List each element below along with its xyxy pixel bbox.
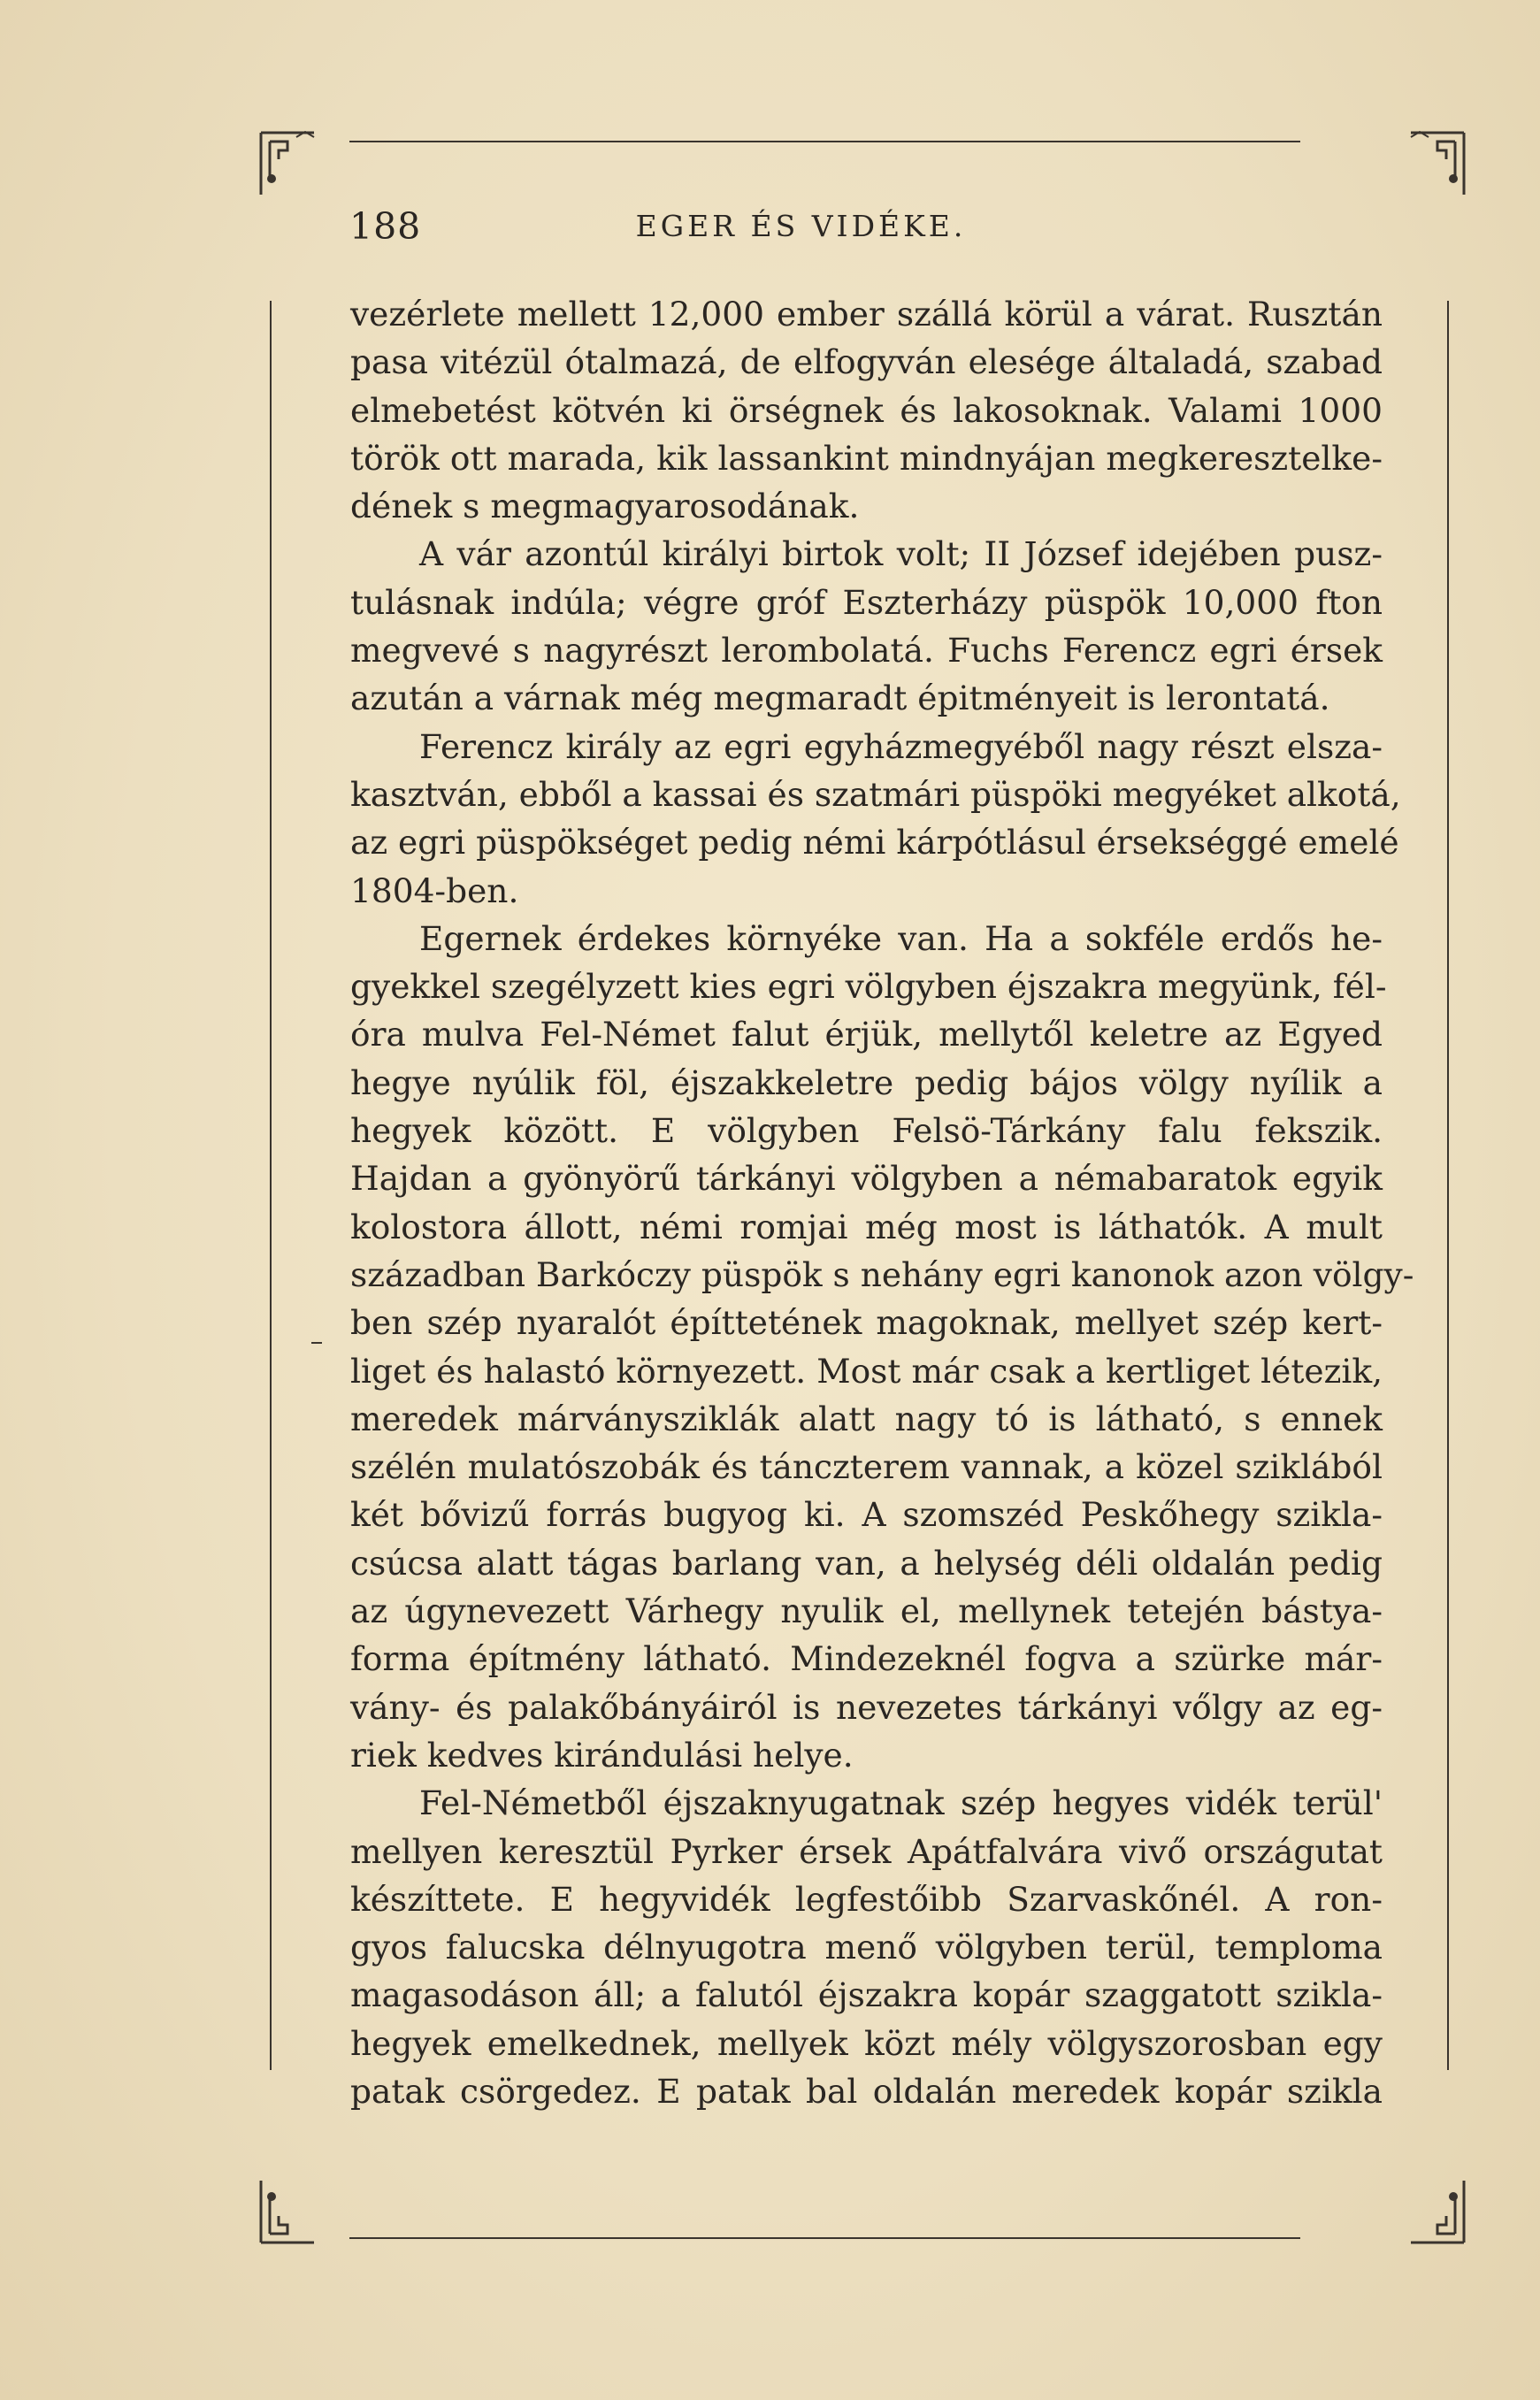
right-rule xyxy=(1447,301,1449,2070)
text-line: megvevé s nagyrészt lerombolatá. Fuchs Ferencz egri érsek xyxy=(350,631,1383,671)
text-line: gyos falucska délnyugotra menő völgyben terül, temploma xyxy=(350,1928,1383,1967)
text-line: azután a várnak még megmaradt épitményeit is lerontatá. xyxy=(350,679,1330,718)
text-line: Fel-Németből éjszaknyugatnak szép hegyes vidék terül' xyxy=(419,1783,1383,1823)
text-line: ben szép nyaralót építtetének magoknak, mellyet szép kert- xyxy=(350,1303,1383,1343)
ornament-corner-bottom-left-icon xyxy=(252,2172,323,2251)
left-rule xyxy=(270,301,272,2070)
page-title: EGER ÉS VIDÉKE. xyxy=(635,209,967,243)
text-line: csúcsa alatt tágas barlang van, a helység déli oldalán pedig xyxy=(350,1543,1383,1583)
text-line: szélén mulatószobák és tánczterem vannak, a közel sziklából xyxy=(350,1447,1383,1487)
text-line: török ott marada, kik lassankint mindnyájan megkeresztelke- xyxy=(350,438,1383,478)
ornament-corner-top-right-icon xyxy=(1402,124,1473,203)
text-line: A vár azontúl királyi birtok volt; II József idejében pusz- xyxy=(419,534,1383,574)
text-line: meredek márványsziklák alatt nagy tó is látható, s ennek xyxy=(350,1399,1383,1438)
text-line: magasodáson áll; a falutól éjszakra kopár szaggatott szikla- xyxy=(350,1975,1383,2015)
text-line: hegyek között. E völgyben Felsö-Tárkány falu fekszik. xyxy=(350,1111,1383,1151)
text-line: készíttete. E hegyvidék legfestőibb Szarvaskőnél. A ron- xyxy=(350,1879,1383,1919)
text-line: riek kedves kirándulási helye. xyxy=(350,1735,854,1775)
text-line: 1804-ben. xyxy=(350,870,519,910)
text-line: dének s megmagyarosodának. xyxy=(350,487,860,526)
text-line: kasztván, ebből a kassai és szatmári püspöki megyéket alkotá, xyxy=(350,774,1401,814)
text-line: az úgynevezett Várhegy nyulik el, mellynek tetején bástya- xyxy=(350,1591,1383,1631)
text-line: liget és halastó környezett. Most már csak a kertliget létezik, xyxy=(350,1351,1383,1391)
text-line: az egri püspökséget pedig némi kárpótlásul érsekséggé emelé xyxy=(350,823,1399,863)
text-line: hegyek emelkednek, mellyek közt mély völgyszorosban egy xyxy=(350,2023,1383,2063)
text-line: gyekkel szegélyzett kies egri völgyben éjszakra megyünk, fél- xyxy=(350,967,1387,1007)
text-line: században Barkóczy püspök s nehány egri kanonok azon völgy- xyxy=(350,1254,1414,1294)
text-line: vezérlete mellett 12,000 ember szállá körül a várat. Rusztán xyxy=(350,295,1383,334)
text-line: tulásnak indúla; végre gróf Eszterházy püspök 10,000 fton xyxy=(350,582,1383,622)
text-line: Egernek érdekes környéke van. Ha a sokféle erdős he- xyxy=(419,918,1383,958)
text-line: óra mulva Fel-Német falut érjük, mellytől keletre az Egyed xyxy=(350,1015,1383,1054)
text-line: vány- és palakőbányáiról is nevezetes tárkányi vőlgy az eg- xyxy=(350,1687,1383,1727)
ornament-corner-bottom-right-icon xyxy=(1402,2172,1473,2251)
text-line: mellyen keresztül Pyrker érsek Apátfalvára vivő országutat xyxy=(350,1831,1383,1871)
page-number: 188 xyxy=(349,205,422,248)
text-line: pasa vitézül ótalmazá, de elfogyván elesége általadá, szabad xyxy=(350,342,1383,382)
ornament-corner-top-left-icon xyxy=(252,124,323,203)
body-text xyxy=(350,290,1414,2115)
text-line: hegye nyúlik föl, éjszakkeletre pedig bájos völgy nyílik a xyxy=(350,1062,1383,1102)
text-line: kolostora állott, némi romjai még most is láthatók. A mult xyxy=(350,1207,1383,1246)
top-rule xyxy=(349,141,1300,142)
text-line: két bővizű forrás bugyog ki. A szomszéd Peskőhegy szikla- xyxy=(350,1495,1383,1535)
text-line: elmebetést kötvén ki örségnek és lakosoknak. Valami 1000 xyxy=(350,390,1383,430)
margin-mark xyxy=(311,1342,322,1344)
text-line: Ferencz király az egri egyházmegyéből nagy részt elsza- xyxy=(419,726,1383,766)
text-line: patak csörgedez. E patak bal oldalán meredek kopár szikla xyxy=(350,2071,1383,2111)
text-line: forma építmény látható. Mindezeknél fogva a szürke már- xyxy=(350,1639,1383,1679)
bottom-rule xyxy=(349,2237,1300,2239)
running-head xyxy=(349,205,1253,258)
text-line: Hajdan a gyönyörű tárkányi völgyben a némabaratok egyik xyxy=(350,1159,1383,1199)
